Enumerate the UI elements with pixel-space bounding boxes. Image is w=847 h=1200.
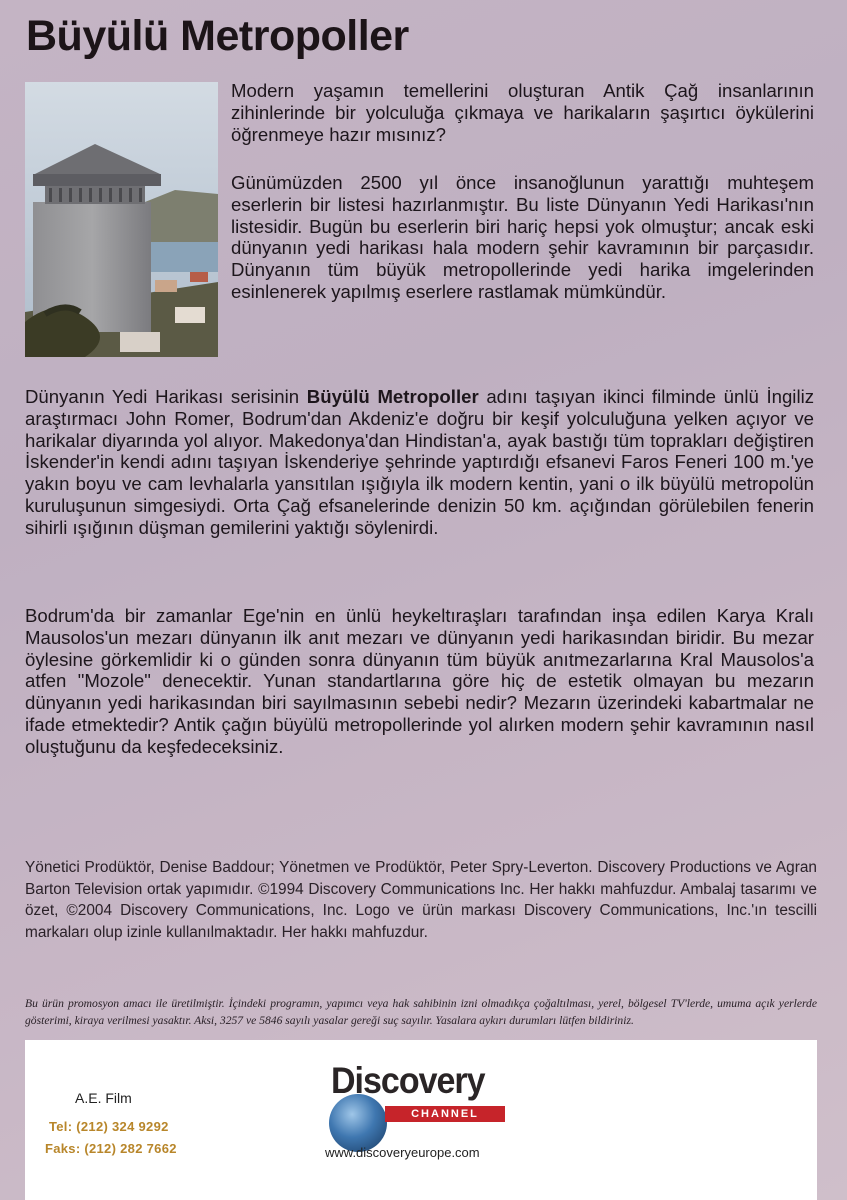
film-paragraph-rest: adını taşıyan ikinci filminde ünlü İngiliz araştırmacı John Romer, Bodrum'dan Akdeniz'e doğru bir keşif yolculuğuna yelken açıyor ve harikalar diyarında yol alıyor. Makedonya'dan Hindistan'a, ayak bastığı tüm toprakları değiştiren İskender'in kendi adını taşıyan İskenderiye şehrinde yaptırdığı efsanevi Faros Feneri 100 m.'ye yakın boyu ve cam levhalarla yansıtılan ışığıyla ilk modern kentin, yani o ilk büyülü metropolün kuruluşunun simgesiydi. Orta Çağ efsanelerinde denizin 50 km. açığından görülebilen fenerin sihirli ışığının düşman gemilerini yaktığı söylenirdi. — [25, 386, 814, 538]
distributor-fax: Faks: (212) 282 7662 — [45, 1141, 177, 1156]
page-title: Büyülü Metropoller — [26, 12, 409, 60]
logo-wordmark: Discovery — [331, 1060, 485, 1102]
distributor-name: A.E. Film — [75, 1090, 132, 1106]
wonders-paragraph: Günümüzden 2500 yıl önce insanoğlunun yarattığı muhteşem eserlerin bir listesi hazırlanmıştır. Bu liste Dünyanın Yedi Harikası'nın listesidir. Bugün bu eserlerin biri hariç hepsi yok olmuştur; ancak eski dünyanın yedi harikası hala modern şehir kavramının bir parçasıdır. Dünyanın tüm büyük metropollerinde yedi harika imgelerinden esinlenerek yapılmış eserlere rastlamak mümkündür. — [231, 172, 814, 302]
film-paragraph — [25, 386, 814, 539]
website-link: www.discoveryeurope.com — [325, 1145, 480, 1160]
intro-paragraph: Modern yaşamın temellerini oluşturan Antik Çağ insanlarının zihinlerinde bir yolculuğa çıkmaya ve harikaların şaşırtıcı öykülerini öğrenmeye hazır mısınız? — [231, 80, 814, 145]
mausoleum-photo — [25, 82, 218, 357]
logo-channel-bar: CHANNEL — [385, 1106, 505, 1122]
footer-panel — [25, 1040, 817, 1200]
distributor-phone: Tel: (212) 324 9292 — [49, 1119, 169, 1134]
legal-notice: Bu ürün promosyon amacı ile üretilmiştir. İçindeki programın, yapımcı veya hak sahibinin izni olmadıkça çoğaltılması, yerel, bölgesel TV'lerde, umuma açık yerlerde gösterimi, kiraya verilmesi yasaktır. Aksi, 3257 ve 5846 sayılı yasalar gereği suç sayılır. Yasalara aykırı durumları lütfen bildiriniz. — [25, 997, 817, 1027]
mausoleum-paragraph: Bodrum'da bir zamanlar Ege'nin en ünlü heykeltıraşları tarafından inşa edilen Karya Kralı Mausolos'un mezarı dünyanın ilk anıt mezarı ve dünyanın yedi harikasından biridir. Bu mezar öylesine görkemlidir ki o günden sonra dünyanın tüm büyük anıtmezarlarına Kral Mausolos'a atfen "Mozole" denecektir. Yunan standartlarına göre hiç de estetik olmayan bu mezarın dünyanın yedi harikasından biri sayılmasının sebebi nedir? Mezarın üzerindeki kabartmalar ne ifade etmektedir? Antik çağın büyülü metropollerinde yol alırken modern şehir kavramının nasıl oluştuğunu da keşfedeceksiniz. — [25, 605, 814, 757]
film-title-bold: Büyülü Metropoller — [306, 386, 479, 407]
credits-text: Yönetici Prodüktör, Denise Baddour; Yönetmen ve Prodüktör, Peter Spry-Leverton. Discovery Productions ve Agran Barton Television ortak yapımıdır. ©1994 Discovery Communications Inc. Her hakkı mahfuzdur. Ambalaj tasarımı ve özet, ©2004 Discovery Communications, Inc. Logo ve ürün markası Discovery Communications, Inc.'ın tescilli markaları olup izinle kullanılmaktadır. Her hakkı mahfuzdur. — [25, 859, 817, 941]
film-paragraph-start: Dünyanın Yedi Harikası serisinin — [25, 386, 307, 407]
